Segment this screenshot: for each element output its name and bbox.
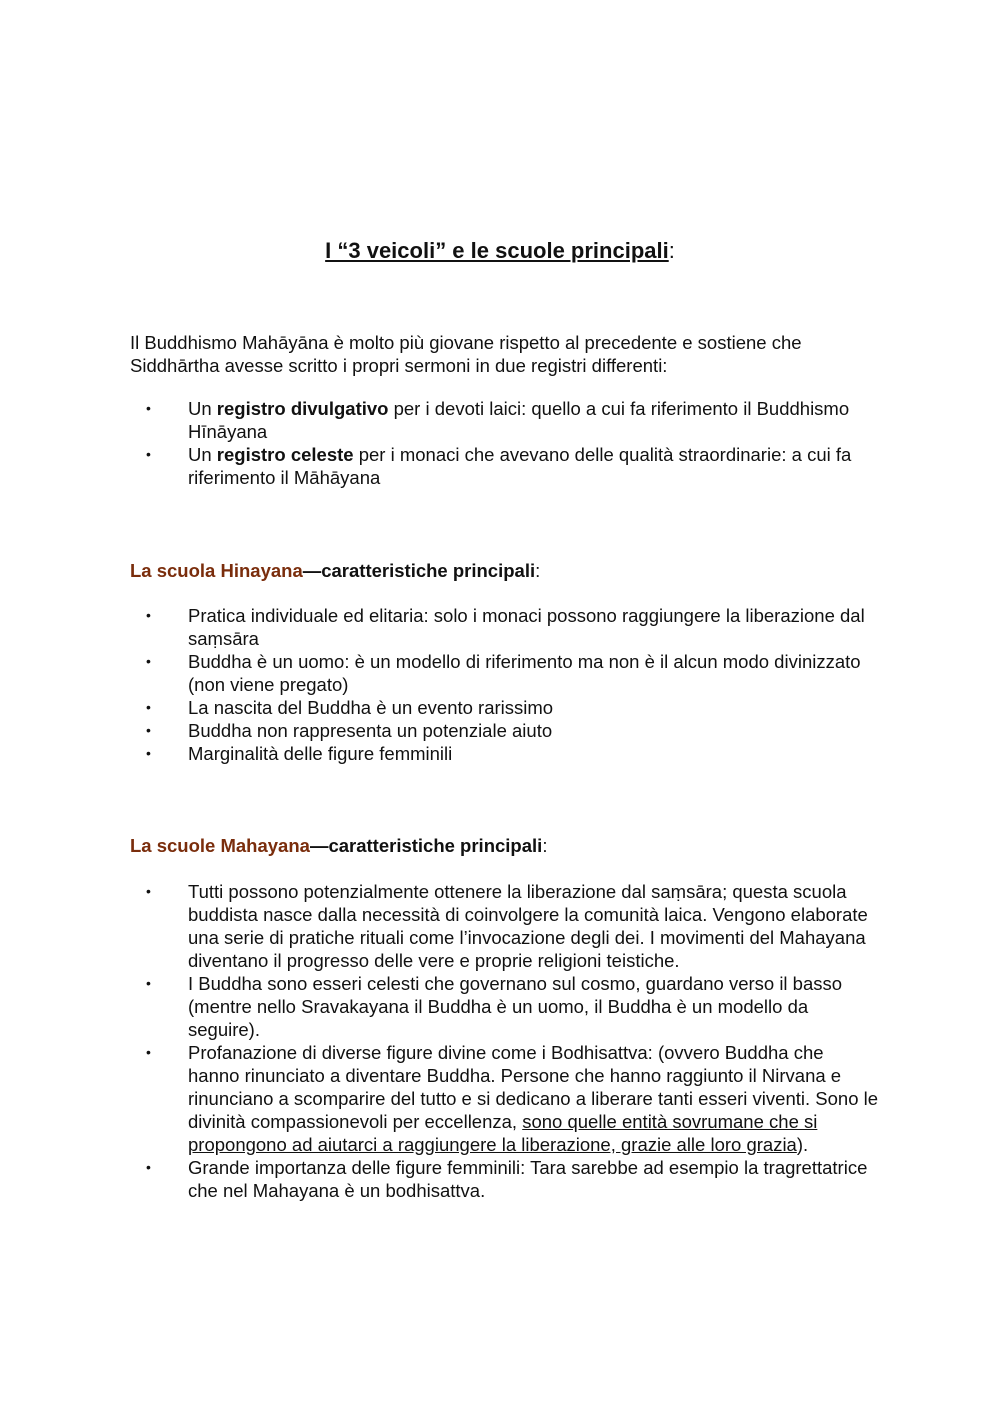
intro-paragraph: Il Buddhismo Mahāyāna è molto più giovane rispetto al precedente e sostiene che Siddhārtha avesse scritto i propri sermoni in due registri differenti: (130, 332, 802, 376)
bullet-icon: • (146, 975, 151, 991)
bullet-icon: • (146, 1044, 151, 1060)
heading-colon: : (535, 560, 541, 581)
heading-rest: —caratteristiche principali (309, 835, 543, 856)
registri-list (0, 397, 880, 489)
heading-school-name: La scuola Hinayana (130, 560, 303, 581)
title-text: I “3 veicoli” e le scuole principali (325, 238, 669, 263)
bullet-icon: • (146, 446, 151, 462)
heading-rest: —caratteristiche principali (302, 560, 536, 581)
bullet-icon: • (146, 699, 151, 715)
list-item (0, 880, 880, 972)
bullet-icon: • (146, 883, 151, 899)
list-item (0, 604, 880, 650)
list-item (0, 696, 880, 719)
item-post: per i devoti laici: quello a cui fa riferimento il Buddhismo Hīnāyana (188, 398, 850, 442)
list-item (0, 650, 880, 696)
bullet-icon: • (146, 745, 151, 761)
list-item (0, 397, 880, 443)
heading-school-name: La scuole Mahayana (130, 835, 310, 856)
hinayana-heading (130, 560, 540, 582)
item-pre: Profanazione di diverse figure divine come i Bodhisattva: (ovvero Buddha che hanno rinunciato a diventare Buddha. Persone che hanno raggiunto il Nirvana e rinunciano a scomparire del tutto e si dedicano a liberare tanti esseri viventi. Sono le divinità compassionevoli per eccellenza, (188, 1042, 879, 1132)
item-bold: registro celeste (216, 444, 354, 465)
bullet-icon: • (146, 607, 151, 623)
item-text: Pratica individuale ed elitaria: solo i monaci possono raggiungere la liberazione dal saṃsāra (188, 605, 865, 649)
bullet-icon: • (146, 400, 151, 416)
item-bold: registro divulgativo (216, 398, 389, 419)
item-text: Marginalità delle figure femminili (188, 743, 453, 764)
item-text: La nascita del Buddha è un evento rarissimo (188, 697, 554, 718)
bullet-icon: • (146, 1159, 151, 1175)
underlined-text: sono quelle entità sovrumane che si propongono ad aiutarci a raggiungere la liberazione, grazie alle loro grazia (188, 1111, 818, 1155)
bullet-icon: • (146, 653, 151, 669)
item-post: per i monaci che avevano delle qualità straordinarie: a cui fa riferimento il Māhāyana (188, 444, 852, 488)
item-pre: Un (188, 444, 217, 465)
page-title (0, 238, 1000, 264)
hinayana-list (0, 604, 880, 765)
title-colon: : (668, 238, 675, 263)
item-text: Grande importanza delle figure femminili: Tara sarebbe ad esempio la tragrettatrice che nel Mahayana è un bodhisattva. (188, 1157, 868, 1201)
item-pre: Un (188, 398, 217, 419)
list-item (0, 972, 880, 1041)
list-item (0, 443, 880, 489)
list-item (0, 719, 880, 742)
item-text: Tutti possono potenzialmente ottenere la liberazione dal saṃsāra; questa scuola buddista nasce dalla necessità di coinvolgere la comunità laica. Vengono elaborate una serie di pratiche rituali come l’invocazione degli dei. I movimenti del Mahayana diventano il progresso delle vere e proprie religioni teistiche. (188, 881, 868, 971)
list-item (0, 742, 880, 765)
heading-colon: : (542, 835, 548, 856)
mahayana-heading (130, 835, 547, 857)
item-text: Buddha non rappresenta un potenziale aiuto (188, 720, 553, 741)
item-post: ). (796, 1134, 809, 1155)
list-item (0, 1156, 880, 1202)
item-text: I Buddha sono esseri celesti che governano sul cosmo, guardano verso il basso (mentre nello Sravakayana il Buddha è un uomo, il Buddha è un modello da seguire). (188, 973, 843, 1040)
item-text: Buddha è un uomo: è un modello di riferimento ma non è il alcun modo divinizzato (non viene pregato) (188, 651, 861, 695)
list-item (0, 1041, 880, 1156)
bullet-icon: • (146, 722, 151, 738)
mahayana-list (0, 880, 880, 1202)
